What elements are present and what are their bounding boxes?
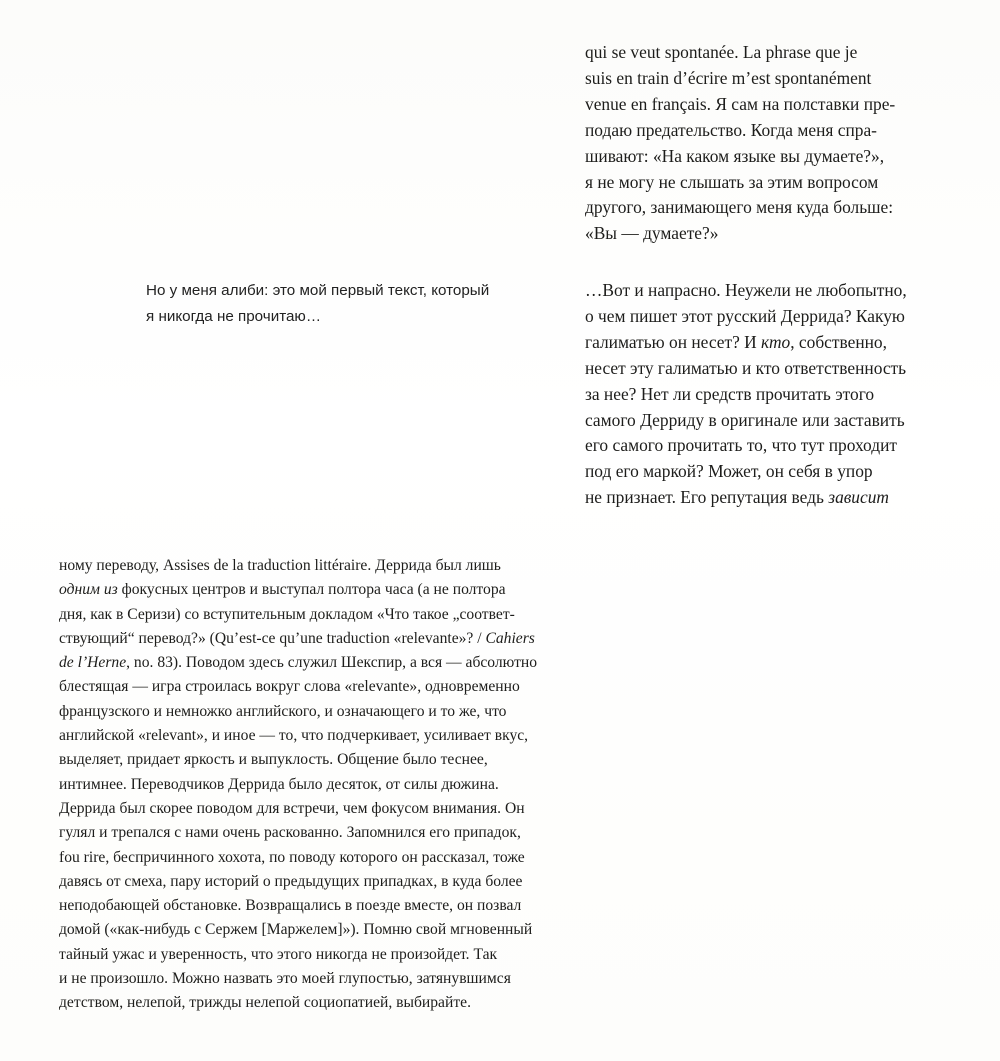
text-line: Деррида был скорее поводом для встречи, чем фокусом внимания. Он [59, 799, 525, 817]
text-line: fou rire, беспричинного хохота, по поводу которого он рассказал, тоже [59, 848, 525, 866]
text-line: давясь от смеха, пару историй о предыдущих припадках, в куда более [59, 872, 523, 890]
text-line: интимнее. Переводчиков Деррида было десяток, от силы дюжина. [59, 775, 499, 793]
text-line [585, 485, 985, 511]
text-line: «Вы — думаете?» [585, 223, 719, 244]
italic-word: зависит [828, 487, 889, 508]
text-line [59, 578, 659, 602]
text-segment: фокусных центров и выступал полтора часа (а не полтора [117, 581, 506, 599]
text-line [59, 627, 659, 651]
right-column-top-paragraph [585, 40, 985, 247]
text-segment: ствующий“ перевод?» (Qu’est-ce qu’une traduction «relevante»? / [59, 629, 486, 647]
text-line: домой («как-нибудь с Сержем [Маржелем]»). Помню свой мгновенный [59, 921, 533, 939]
text-line: блестящая — игра строилась вокруг слова «relevante», одновременно [59, 678, 520, 696]
text-line: его самого прочитать то, что тут проходит [585, 435, 897, 456]
text-line: французского и немножко английского, и означающего и то же, что [59, 702, 507, 720]
text-line: suis en train d’écrire m’est spontanément [585, 67, 872, 88]
text-line [59, 651, 659, 675]
side-note-line: я никогда не прочитаю… [146, 308, 322, 325]
text-line: …Вот и напрасно. Неужели не любопытно, [585, 280, 907, 300]
text-line: под его маркой? Может, он себя в упор [585, 461, 873, 482]
text-line: о чем пишет этот русский Деррида? Какую [585, 305, 905, 326]
text-line: и не произошло. Можно назвать это моей глупостью, затянувшимся [59, 970, 511, 988]
italic-phrase: одним из [59, 581, 118, 599]
text-line: дня, как в Серизи) со вступительным докладом «Что такое „соответ- [59, 605, 515, 623]
italic-phrase: de l’Herne [59, 654, 127, 672]
text-segment: , собственно, [790, 331, 887, 352]
right-column-bottom-paragraph [585, 278, 985, 511]
text-line: шивают: «На каком языке вы думаете?», [585, 145, 885, 166]
text-line: тайный ужас и уверенность, что этого никогда не произойдет. Так [59, 945, 498, 963]
text-line [585, 330, 985, 356]
text-line: несет эту галиматью и кто ответственность [585, 357, 907, 378]
side-note-line: Но у меня алиби: это мой первый текст, который [146, 282, 490, 299]
text-line: неподобающей обстановке. Возвращались в поезде вместе, он позвал [59, 897, 522, 915]
text-segment: , no. 83). Поводом здесь служил Шекспир, а вся — абсолютно [126, 654, 538, 672]
text-line: qui se veut spontanée. La phrase que je [585, 42, 858, 62]
text-line: выделяет, придает яркость и выпуклость. Общение было теснее, [59, 751, 488, 769]
text-line: за нее? Нет ли средств прочитать этого [585, 383, 875, 404]
side-note [146, 278, 566, 330]
text-line: ному переводу, Assises de la traduction littéraire. Деррида был лишь [59, 557, 501, 574]
italic-phrase: Cahiers [485, 629, 535, 647]
text-line: venue en français. Я сам на полставки пре- [585, 93, 896, 114]
text-line: я не могу не слышать за этим вопросом [585, 171, 879, 192]
text-line: другого, занимающего меня куда больше: [585, 197, 894, 218]
text-line: самого Дерриду в оригинале или заставить [585, 409, 905, 430]
main-text-paragraph [59, 554, 659, 1016]
text-line: подаю предательство. Когда меня спра- [585, 119, 877, 140]
text-line: детством, нелепой, трижды нелепой социопатией, выбирайте. [59, 994, 471, 1012]
text-segment: галиматью он несет? И [585, 331, 762, 352]
text-segment: не признает. Его репутация ведь [585, 487, 829, 508]
text-line: гулял и трепался с нами очень раскованно. Запомнился его припадок, [59, 824, 521, 842]
text-line: английской «relevant», и иное — то, что подчеркивает, усиливает вкус, [59, 727, 529, 745]
italic-word: кто [761, 331, 791, 352]
